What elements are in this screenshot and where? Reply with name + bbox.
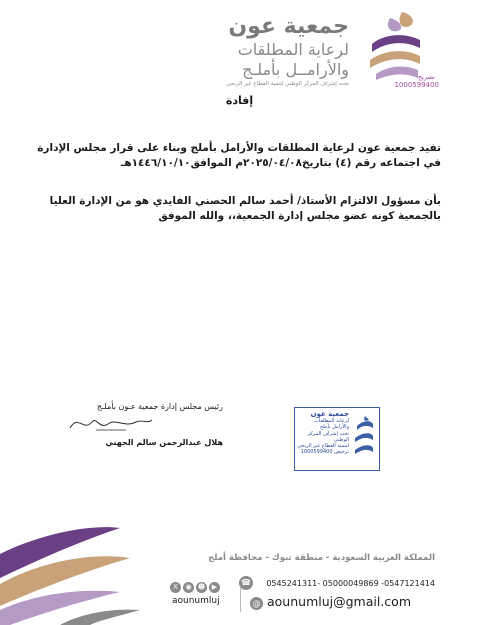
org-name: جمعية عون <box>228 14 349 39</box>
org-subtitle-2: والأرامــل بأملـج <box>242 60 349 79</box>
footer-phones: 0545241311- 05000049869 -0547121414 <box>266 579 435 588</box>
stamp-line: لتنمية القطاع غير الربحي <box>297 443 349 450</box>
snapchat-icon[interactable]: ☻ <box>197 583 206 591</box>
social-handle: aounumluj <box>172 596 220 606</box>
stamp-org-name: جمعية عون <box>310 410 349 418</box>
footer-address: المملكة العربية السعودية - منطقة تبوك - محافظة أملج <box>208 553 435 563</box>
youtube-icon[interactable]: ▶ <box>209 582 220 593</box>
org-logo-mark <box>362 8 428 82</box>
org-subtitle: لرعاية المطلقات <box>237 40 349 59</box>
social-icons <box>170 574 222 593</box>
document-paragraph-1: تفيد جمعية عون لرعاية المطلقات والأرامل بأملج وبناء على قرار مجلس الإدارة في اجتماعه رقم (٤) بتاريخ٢٠٢٥/٠٤/٠٨م الموافق١٤٤٦/١٠/١٠هـ <box>37 142 441 169</box>
signatory-name: هلال عبدالرحمن سالم الجهني <box>105 438 223 447</box>
footer-decoration <box>0 514 150 625</box>
document-paragraph-2: بأن مسؤول الالتزام الأستاذ/ أحمد سالم الحصني الفايدي هو من الإدارة العليا بالجمعية كونه عضو مجلس إدارة الجمعية،، والله الموفق <box>49 195 441 222</box>
org-tagline: تحت إشراف المركز الوطني لتنمية القطاع غير الربحي <box>226 81 349 87</box>
phone-icon: ☎ <box>239 576 253 590</box>
stamp-logo-icon <box>353 414 375 462</box>
document-title: إفادة <box>225 94 254 107</box>
stamp-line: والأرامل بأملج <box>320 424 349 431</box>
org-logo-text <box>179 14 349 89</box>
email-icon: @ <box>250 597 263 610</box>
footer-divider <box>240 586 241 612</box>
stamp-line: تحت إشراف المركز الوطني <box>307 430 349 443</box>
license-label: تصريح <box>417 73 435 81</box>
instagram-icon[interactable]: ◉ <box>183 582 194 593</box>
organization-stamp <box>294 407 380 471</box>
stamp-text <box>297 410 349 456</box>
signature-title: رئيس مجلس إدارة جمعية عـون بأملـج <box>96 402 223 411</box>
footer-email[interactable]: aounumluj@gmail.com <box>267 594 412 609</box>
handwritten-signature <box>66 410 156 436</box>
license-number: 1000599400 <box>394 81 439 89</box>
stamp-line: لرعاية المطلقات <box>314 418 349 424</box>
stamp-line: ترخيص 1000599400 <box>300 449 349 456</box>
x-icon[interactable]: X <box>170 582 181 593</box>
